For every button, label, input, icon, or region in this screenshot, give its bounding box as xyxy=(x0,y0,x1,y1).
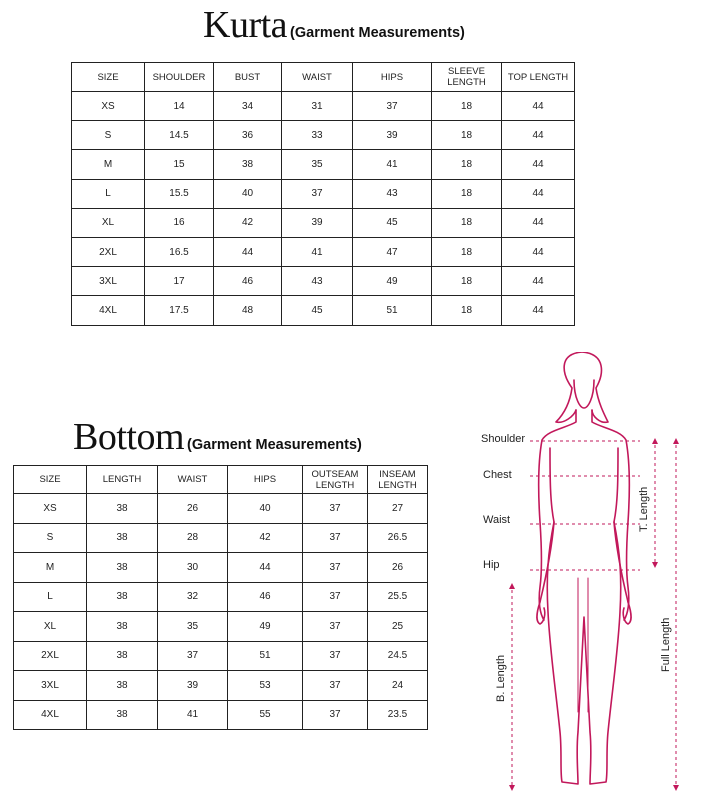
table-cell: 38 xyxy=(87,494,158,524)
kurta-table-row xyxy=(72,150,575,179)
table-cell: 37 xyxy=(303,553,368,583)
table-cell: 35 xyxy=(158,612,228,642)
kurta-table-row xyxy=(72,121,575,150)
table-cell: 51 xyxy=(353,296,432,325)
table-cell: 18 xyxy=(432,296,502,325)
arrow-head xyxy=(509,583,515,589)
bottom-table-row xyxy=(14,494,428,524)
table-cell: 37 xyxy=(282,179,353,208)
table-cell: 38 xyxy=(87,641,158,671)
table-cell: 18 xyxy=(432,150,502,179)
table-cell: 45 xyxy=(353,208,432,237)
legs-outline xyxy=(547,522,621,784)
table-cell: 14.5 xyxy=(145,121,214,150)
table-cell: 32 xyxy=(158,582,228,612)
arrow-head xyxy=(673,785,679,791)
table-cell: XS xyxy=(14,494,87,524)
table-cell: 45 xyxy=(282,296,353,325)
kurta-header-cell: WAIST xyxy=(282,63,353,92)
table-cell: 26 xyxy=(158,494,228,524)
kurta-table-row xyxy=(72,208,575,237)
table-cell: 48 xyxy=(214,296,282,325)
table-cell: 31 xyxy=(282,92,353,121)
hair-outline xyxy=(556,352,608,422)
table-cell: 25.5 xyxy=(368,582,428,612)
kurta-subtitle: (Garment Measurements) xyxy=(290,25,465,41)
table-cell: 37 xyxy=(303,671,368,701)
full-length-label: Full Length xyxy=(660,617,672,672)
table-cell: 37 xyxy=(303,523,368,553)
table-cell: 4XL xyxy=(14,700,87,730)
table-cell: 14 xyxy=(145,92,214,121)
table-cell: S xyxy=(72,121,145,150)
kurta-table-row xyxy=(72,179,575,208)
bottom-table-row xyxy=(14,641,428,671)
table-cell: 40 xyxy=(228,494,303,524)
bottom-table-row xyxy=(14,553,428,583)
kurta-title xyxy=(203,3,465,47)
table-cell: 49 xyxy=(353,267,432,296)
table-cell: 18 xyxy=(432,237,502,266)
kurta-header-cell: SLEEVE LENGTH xyxy=(432,63,502,92)
face-outline xyxy=(574,380,594,408)
table-cell: 46 xyxy=(228,582,303,612)
table-cell: 18 xyxy=(432,121,502,150)
table-cell: 44 xyxy=(228,553,303,583)
table-cell: 28 xyxy=(158,523,228,553)
waist-label: Waist xyxy=(483,514,511,526)
body-measurement-figure xyxy=(470,352,720,798)
table-cell: 38 xyxy=(87,582,158,612)
table-cell: 38 xyxy=(87,700,158,730)
table-cell: 47 xyxy=(353,237,432,266)
table-cell: 2XL xyxy=(72,237,145,266)
table-cell: 55 xyxy=(228,700,303,730)
table-cell: 30 xyxy=(158,553,228,583)
kurta-header-cell: HIPS xyxy=(353,63,432,92)
table-cell: 46 xyxy=(214,267,282,296)
table-cell: 24 xyxy=(368,671,428,701)
table-cell: M xyxy=(14,553,87,583)
table-cell: 17.5 xyxy=(145,296,214,325)
table-cell: 43 xyxy=(282,267,353,296)
table-cell: L xyxy=(72,179,145,208)
bottom-table-row xyxy=(14,700,428,730)
b-length-label: B. Length xyxy=(495,654,507,702)
kurta-size-table xyxy=(71,62,575,326)
table-cell: 40 xyxy=(214,179,282,208)
table-cell: 4XL xyxy=(72,296,145,325)
body-silhouette xyxy=(537,352,631,784)
table-cell: 38 xyxy=(87,612,158,642)
arrow-heads xyxy=(509,438,679,791)
arrow-head xyxy=(652,562,658,568)
kurta-table-row xyxy=(72,267,575,296)
shoulder-label: Shoulder xyxy=(481,433,526,445)
table-cell: 16.5 xyxy=(145,237,214,266)
table-cell: 38 xyxy=(87,523,158,553)
table-cell: XL xyxy=(14,612,87,642)
table-cell: 18 xyxy=(432,179,502,208)
table-cell: 18 xyxy=(432,208,502,237)
bottom-table-row xyxy=(14,612,428,642)
kurta-table-row xyxy=(72,237,575,266)
table-cell: 27 xyxy=(368,494,428,524)
kurta-header-cell: TOP LENGTH xyxy=(502,63,575,92)
kurta-header-cell: SIZE xyxy=(72,63,145,92)
table-cell: 35 xyxy=(282,150,353,179)
table-cell: 26 xyxy=(368,553,428,583)
table-cell: 24.5 xyxy=(368,641,428,671)
table-cell: 49 xyxy=(228,612,303,642)
kurta-header-cell: BUST xyxy=(214,63,282,92)
table-cell: 53 xyxy=(228,671,303,701)
kurta-table-row xyxy=(72,92,575,121)
table-cell: 44 xyxy=(502,296,575,325)
table-cell: 33 xyxy=(282,121,353,150)
table-cell: L xyxy=(14,582,87,612)
table-cell: 26.5 xyxy=(368,523,428,553)
table-cell: 36 xyxy=(214,121,282,150)
table-cell: 3XL xyxy=(14,671,87,701)
table-cell: 41 xyxy=(158,700,228,730)
table-cell: 23.5 xyxy=(368,700,428,730)
table-cell: XL xyxy=(72,208,145,237)
kurta-header-row xyxy=(72,63,575,92)
kurta-header-cell: SHOULDER xyxy=(145,63,214,92)
bottom-table-row xyxy=(14,582,428,612)
table-cell: 25 xyxy=(368,612,428,642)
table-cell: 39 xyxy=(158,671,228,701)
table-cell: 41 xyxy=(282,237,353,266)
bottom-header-cell: LENGTH xyxy=(87,466,158,494)
table-cell: 41 xyxy=(353,150,432,179)
table-cell: 37 xyxy=(303,494,368,524)
arrow-head xyxy=(509,785,515,791)
table-cell: 37 xyxy=(303,700,368,730)
arrow-head xyxy=(652,438,658,444)
table-cell: 44 xyxy=(502,92,575,121)
table-cell: S xyxy=(14,523,87,553)
bottom-header-cell: SIZE xyxy=(14,466,87,494)
table-cell: 37 xyxy=(303,641,368,671)
bottom-title-text: Bottom xyxy=(73,416,185,458)
bottom-header-cell: OUTSEAM LENGTH xyxy=(303,466,368,494)
table-cell: 42 xyxy=(228,523,303,553)
table-cell: 44 xyxy=(214,237,282,266)
table-cell: 2XL xyxy=(14,641,87,671)
bottom-header-row xyxy=(14,466,428,494)
table-cell: 43 xyxy=(353,179,432,208)
table-cell: 37 xyxy=(303,612,368,642)
table-cell: 38 xyxy=(87,671,158,701)
table-cell: 44 xyxy=(502,179,575,208)
arrow-head xyxy=(673,438,679,444)
bottom-title xyxy=(73,415,362,459)
bottom-header-cell: HIPS xyxy=(228,466,303,494)
table-cell: 42 xyxy=(214,208,282,237)
bottom-table-row xyxy=(14,671,428,701)
bottom-table-row xyxy=(14,523,428,553)
table-cell: 15 xyxy=(145,150,214,179)
table-cell: 44 xyxy=(502,208,575,237)
table-cell: 44 xyxy=(502,150,575,179)
bottom-subtitle: (Garment Measurements) xyxy=(187,437,362,453)
table-cell: 18 xyxy=(432,267,502,296)
table-cell: 16 xyxy=(145,208,214,237)
table-cell: 39 xyxy=(282,208,353,237)
table-cell: 37 xyxy=(158,641,228,671)
table-cell: 44 xyxy=(502,121,575,150)
bottom-size-table xyxy=(13,465,428,730)
table-cell: 44 xyxy=(502,237,575,266)
table-cell: 39 xyxy=(353,121,432,150)
table-cell: 34 xyxy=(214,92,282,121)
hip-label: Hip xyxy=(483,559,500,571)
table-cell: 51 xyxy=(228,641,303,671)
table-cell: 38 xyxy=(87,553,158,583)
bottom-header-cell: WAIST xyxy=(158,466,228,494)
kurta-table-row xyxy=(72,296,575,325)
table-cell: 18 xyxy=(432,92,502,121)
table-cell: 15.5 xyxy=(145,179,214,208)
kurta-title-text: Kurta xyxy=(203,4,288,46)
table-cell: 3XL xyxy=(72,267,145,296)
table-cell: XS xyxy=(72,92,145,121)
body-outline-illustration xyxy=(470,352,720,798)
table-cell: M xyxy=(72,150,145,179)
table-cell: 37 xyxy=(303,582,368,612)
bottom-header-cell: INSEAM LENGTH xyxy=(368,466,428,494)
table-cell: 17 xyxy=(145,267,214,296)
chest-label: Chest xyxy=(483,469,512,481)
table-cell: 44 xyxy=(502,267,575,296)
table-cell: 38 xyxy=(214,150,282,179)
table-cell: 37 xyxy=(353,92,432,121)
t-length-label: T. Length xyxy=(638,486,650,532)
